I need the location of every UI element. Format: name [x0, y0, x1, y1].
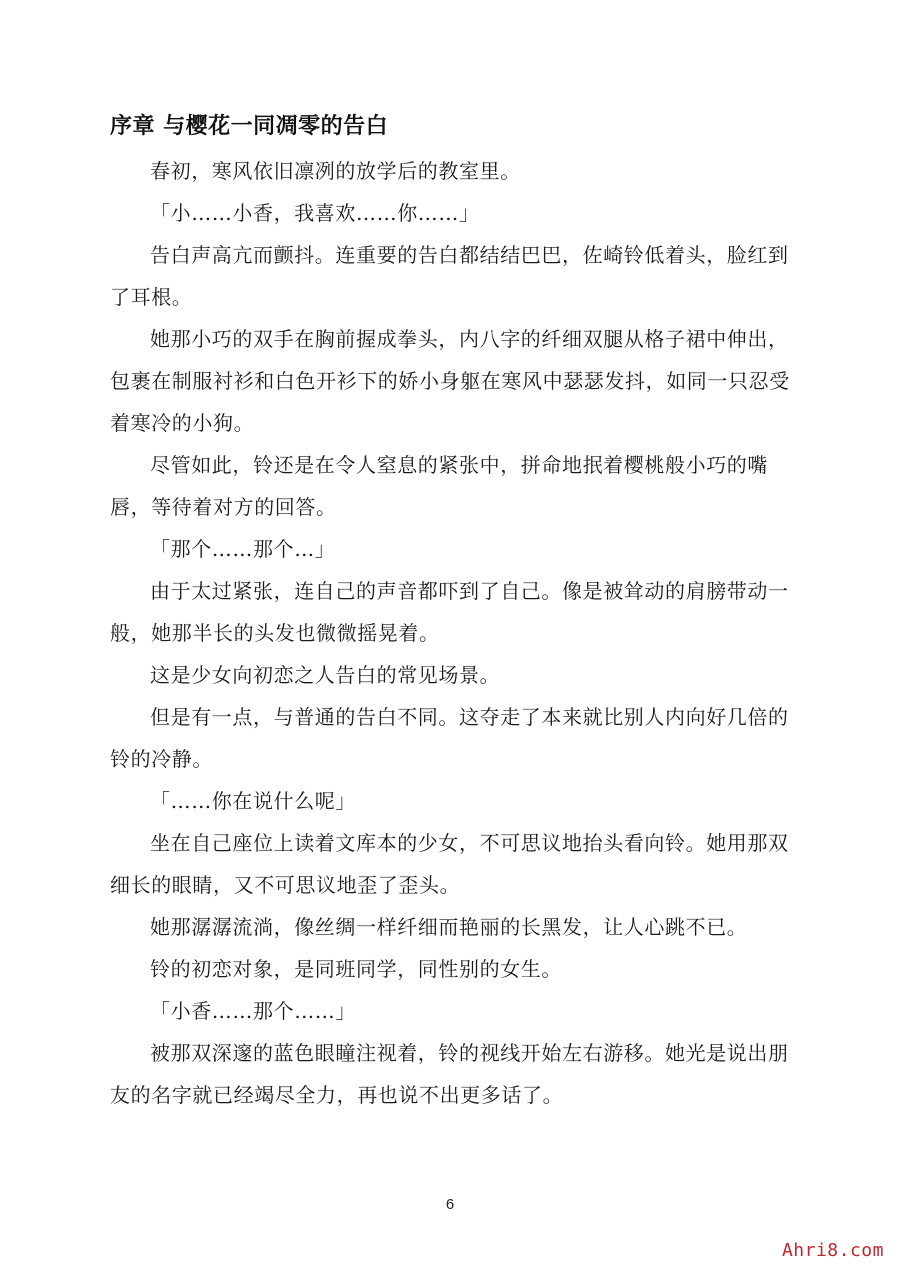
- paragraph: 「小……小香，我喜欢……你……」: [150, 201, 480, 225]
- paragraph: 坐在自己座位上读着文库本的少女，不可思议地抬头看向铃。她用那双细长的眼睛，又不可思议地歪了歪头。: [110, 831, 789, 897]
- paragraph: 「……你在说什么呢」: [150, 789, 356, 813]
- paragraph: 春初，寒风依旧凛冽的放学后的教室里。: [150, 159, 521, 183]
- page-number: 6: [445, 1196, 455, 1213]
- paragraph: 铃的初恋对象，是同班同学，同性别的女生。: [150, 957, 562, 981]
- paragraph: 「那个……那个…」: [150, 537, 336, 561]
- paragraph: 她那潺潺流淌，像丝绸一样纤细而艳丽的长黑发，让人心跳不已。: [150, 915, 748, 939]
- paragraph: 由于太过紧张，连自己的声音都吓到了自己。像是被耸动的肩膀带动一般，她那半长的头发也微微摇晃着。: [110, 579, 789, 645]
- chapter-title: 序章 与樱花一同凋零的告白: [110, 114, 389, 139]
- paragraph: 告白声高亢而颤抖。连重要的告白都结结巴巴，佐崎铃低着头，脸红到了耳根。: [110, 243, 789, 309]
- paragraph: 尽管如此，铃还是在令人窒息的紧张中，拼命地抿着樱桃般小巧的嘴唇，等待着对方的回答。: [110, 453, 768, 519]
- document-page: [110, 108, 790, 1116]
- paragraph: 「小香……那个……」: [150, 999, 356, 1023]
- paragraph: 被那双深邃的蓝色眼瞳注视着，铃的视线开始左右游移。她光是说出朋友的名字就已经竭尽全力，再也说不出更多话了。: [110, 1041, 789, 1107]
- paragraph: 这是少女向初恋之人告白的常见场景。: [150, 663, 501, 687]
- paragraph: 她那小巧的双手在胸前握成拳头，内八字的纤细双腿从格子裙中伸出，包裹在制服衬衫和白色开衫下的娇小身躯在寒风中瑟瑟发抖，如同一只忍受着寒冷的小狗。: [110, 327, 790, 435]
- watermark: Ahri8.com: [781, 1240, 884, 1261]
- paragraph: 但是有一点，与普通的告白不同。这夺走了本来就比别人内向好几倍的铃的冷静。: [110, 705, 789, 771]
